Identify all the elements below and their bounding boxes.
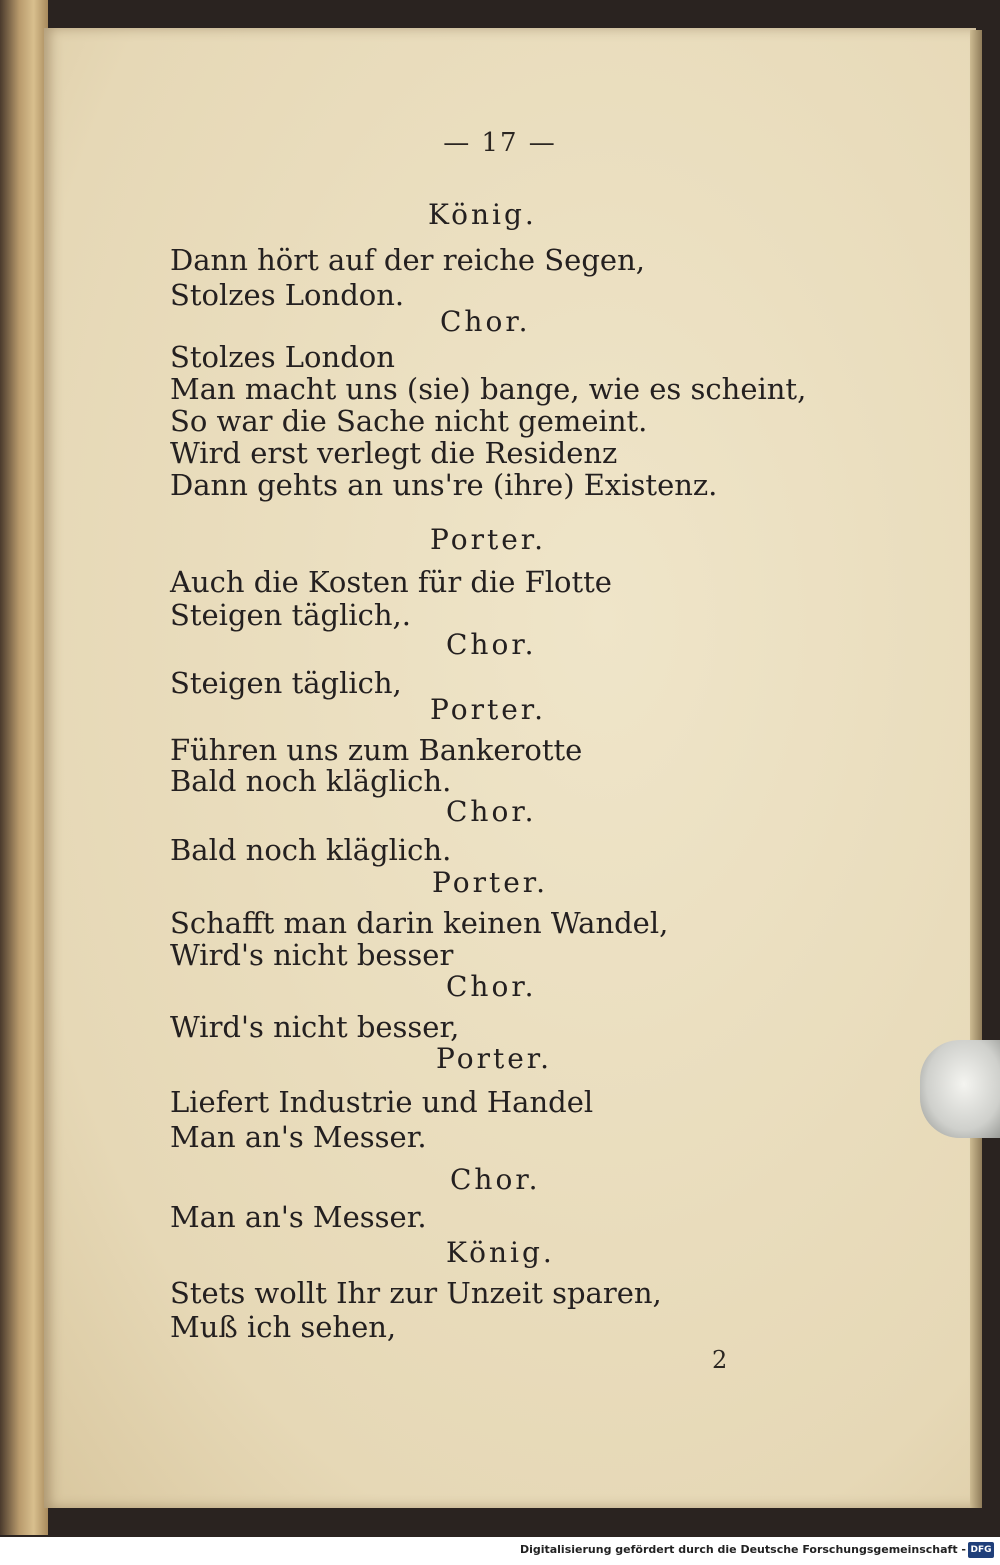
thumb-clip <box>920 1040 1000 1138</box>
speaker-heading: Chor. <box>450 1163 541 1196</box>
verse-line: Stolzes London. <box>170 278 405 312</box>
dfg-logo: DFG <box>968 1542 994 1558</box>
speaker-heading: Porter. <box>436 1042 552 1075</box>
page-edge <box>970 30 982 1508</box>
verse-line: Man macht uns (sie) bange, wie es scheint, <box>170 372 807 406</box>
page-number: — 17 — <box>443 128 557 158</box>
speaker-heading: Porter. <box>430 523 546 556</box>
footer-bar <box>0 1537 1000 1565</box>
speaker-heading: Porter. <box>432 866 548 899</box>
verse-line: Wird's nicht besser, <box>170 1010 460 1044</box>
verse-line: Bald noch kläglich. <box>170 833 452 867</box>
verse-line: Man an's Messer. <box>170 1120 427 1154</box>
speaker-heading: Chor. <box>446 628 537 661</box>
verse-line: Man an's Messer. <box>170 1200 427 1234</box>
verse-line: Stets wollt Ihr zur Unzeit sparen, <box>170 1276 662 1310</box>
speaker-heading: König. <box>428 198 537 231</box>
verse-line: Bald noch kläglich. <box>170 764 452 798</box>
verse-line: Dann hört auf der reiche Segen, <box>170 243 645 277</box>
verse-line: Muß ich sehen, <box>170 1310 397 1344</box>
speaker-heading: König. <box>446 1236 555 1269</box>
verse-line: Wird's nicht besser <box>170 938 454 972</box>
verse-line: Schafft man darin keinen Wandel, <box>170 906 669 940</box>
speaker-heading: Chor. <box>446 795 537 828</box>
verse-line: Führen uns zum Bankerotte <box>170 733 583 767</box>
funding-notice: Digitalisierung gefördert durch die Deutsche Forschungsgemeinschaft - <box>519 1543 966 1556</box>
verse-line: Dann gehts an uns're (ihre) Existenz. <box>170 468 718 502</box>
verse-line: Liefert Industrie und Handel <box>170 1085 594 1119</box>
speaker-heading: Chor. <box>446 970 537 1003</box>
verse-line: Stolzes London <box>170 340 395 374</box>
verse-line: Steigen täglich,. <box>170 598 411 632</box>
speaker-heading: Chor. <box>440 305 531 338</box>
verse-line: Wird erst verlegt die Residenz <box>170 436 618 470</box>
signature-mark: 2 <box>712 1346 728 1374</box>
verse-line: Auch die Kosten für die Flotte <box>170 565 612 599</box>
book-spine <box>0 0 48 1535</box>
verse-line: So war die Sache nicht gemeint. <box>170 404 648 438</box>
speaker-heading: Porter. <box>430 693 546 726</box>
verse-line: Steigen täglich, <box>170 666 402 700</box>
